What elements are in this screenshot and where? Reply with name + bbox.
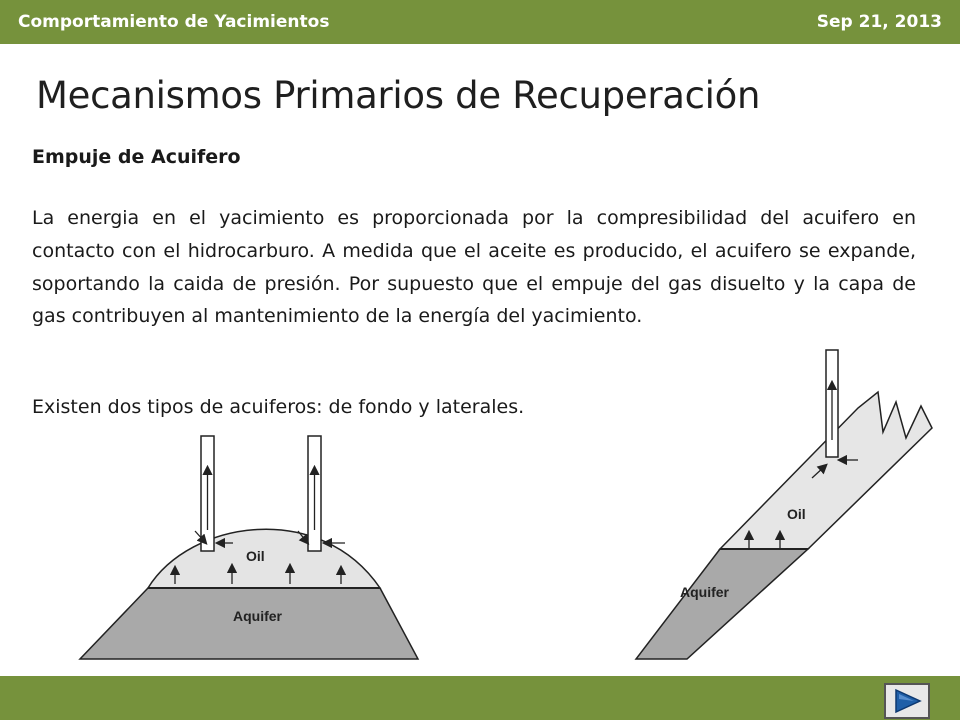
edge-water-diagram [636,350,932,659]
aquifer-label-edge: Aquifer [680,584,729,600]
oil-label-edge: Oil [787,506,806,522]
body-paragraph: La energia en el yacimiento es proporcionada por la compresibilidad del acuifero en contacto con el hidrocarburo. A medida que el aceite es producido, el acuifero se expande, soportando la caida de presión. Por supuesto que el empuje del gas disuelto y la capa de gas contribuyen al mantenimiento de la energía del yacimiento. [32,207,916,328]
next-slide-button[interactable] [884,683,930,719]
bottom-water-diagram [80,436,418,659]
aquifer-label: Aquifer [233,608,282,624]
play-next-icon [890,687,924,715]
aquifer-types-sentence: Existen dos tipos de acuiferos: de fondo y laterales. [32,396,525,418]
page-title: Mecanismos Primarios de Recuperación [36,74,761,117]
oil-label: Oil [246,548,265,564]
section-subheading: Empuje de Acuifero [32,146,241,168]
aquifer-edge [636,549,808,659]
course-title: Comportamiento de Yacimientos [18,12,330,32]
footer-bar [0,676,960,720]
slide-date: Sep 21, 2013 [816,12,942,32]
